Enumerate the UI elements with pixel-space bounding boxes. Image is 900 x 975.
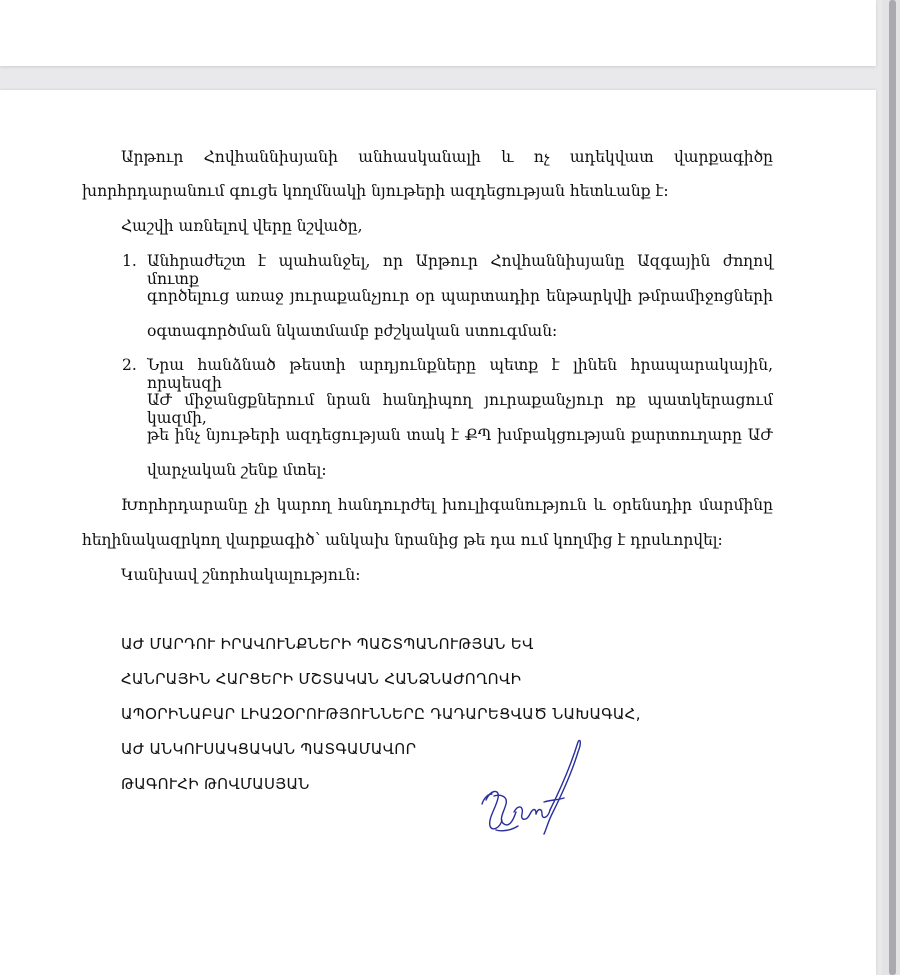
list-item-2-line-4: վարչական շենք մտել: bbox=[147, 461, 327, 479]
list-item-1-line-2: գործելուց առաջ յուրաքանչյուր օր պարտադիր ենթարկվի թմրամիջոցների bbox=[147, 287, 773, 305]
document-page bbox=[0, 90, 876, 975]
scrollbar-track[interactable] bbox=[882, 0, 900, 975]
list-item-2-line-2: ԱԺ միջանցքներում նրան հանդիպող յուրաքանչյուր ոք պատկերացում կազմի, bbox=[147, 391, 773, 427]
list-item-2-number: 2. bbox=[122, 356, 137, 374]
signatory-line-2: ՀԱՆՐԱՅԻՆ ՀԱՐՑԵՐԻ ՄՇՏԱԿԱՆ ՀԱՆՁՆԱԺՈՂՈՎԻ bbox=[121, 670, 522, 688]
paragraph-3-line-2: հեղինակազրկող վարքագիծ՝ անկախ նրանից թե դա ում կողմից է դրսևորվել: bbox=[82, 531, 723, 549]
paragraph-1-line-1: Արթուր Հովհաննիսյանի անհասկանալի և ոչ ադեկվատ վարքագիծը bbox=[121, 148, 773, 166]
previous-page bbox=[0, 0, 876, 66]
list-item-1-number: 1. bbox=[122, 252, 137, 270]
paragraph-2: Հաշվի առնելով վերը նշվածը, bbox=[121, 217, 363, 235]
signatory-name: ԹԱԳՈՒՀԻ ԹՈՎՄԱՍՅԱՆ bbox=[121, 775, 310, 793]
list-item-1-line-3: օգտագործման նկատմամբ բժշկական ստուգման: bbox=[147, 322, 558, 340]
list-item-2-line-1: Նրա հանձնած թեստի արդյունքները պետք է լինեն հրապարակային, որպեսզի bbox=[147, 356, 773, 392]
scrollbar-thumb[interactable] bbox=[889, 0, 896, 975]
signatory-line-3: ԱՊՕՐԻՆԱԲԱՐ ԼԻԱԶՕՐՈՒԹՅՈՒՆՆԵՐԸ ԴԱԴԱՐԵՑՎԱԾ ՆԱԽԱԳԱՀ, bbox=[121, 705, 641, 723]
paragraph-3-line-1: Խորհրդարանը չի կարող հանդուրժել խուլիգանություն և օրենսդիր մարմինը bbox=[121, 496, 773, 514]
signatory-line-4: ԱԺ ԱՆԿՈՒՍԱԿՑԱԿԱՆ ՊԱՏԳԱՄԱՎՈՐ bbox=[121, 740, 417, 758]
closing-line: Կանխավ շնորհակալություն: bbox=[121, 566, 361, 584]
handwritten-signature bbox=[478, 738, 588, 838]
list-item-2-line-3: թե ինչ նյութերի ազդեցության տակ է ՔՊ խմբակցության քարտուղարը ԱԺ bbox=[147, 426, 773, 444]
signatory-line-1: ԱԺ ՄԱՐԴՈՒ ԻՐԱՎՈՒՆՔՆԵՐԻ ՊԱՇՏՊԱՆՈՒԹՅԱՆ ԵՎ bbox=[121, 635, 534, 653]
list-item-1-line-1: Անհրաժեշտ է պահանջել, որ Արթուր Հովհաննիսյանը Ազգային ժողով մուտք bbox=[147, 252, 773, 288]
paragraph-1-line-2: խորհրդարանում գուցե կողմնակի նյութերի ազդեցության հետևանք է: bbox=[82, 182, 669, 200]
